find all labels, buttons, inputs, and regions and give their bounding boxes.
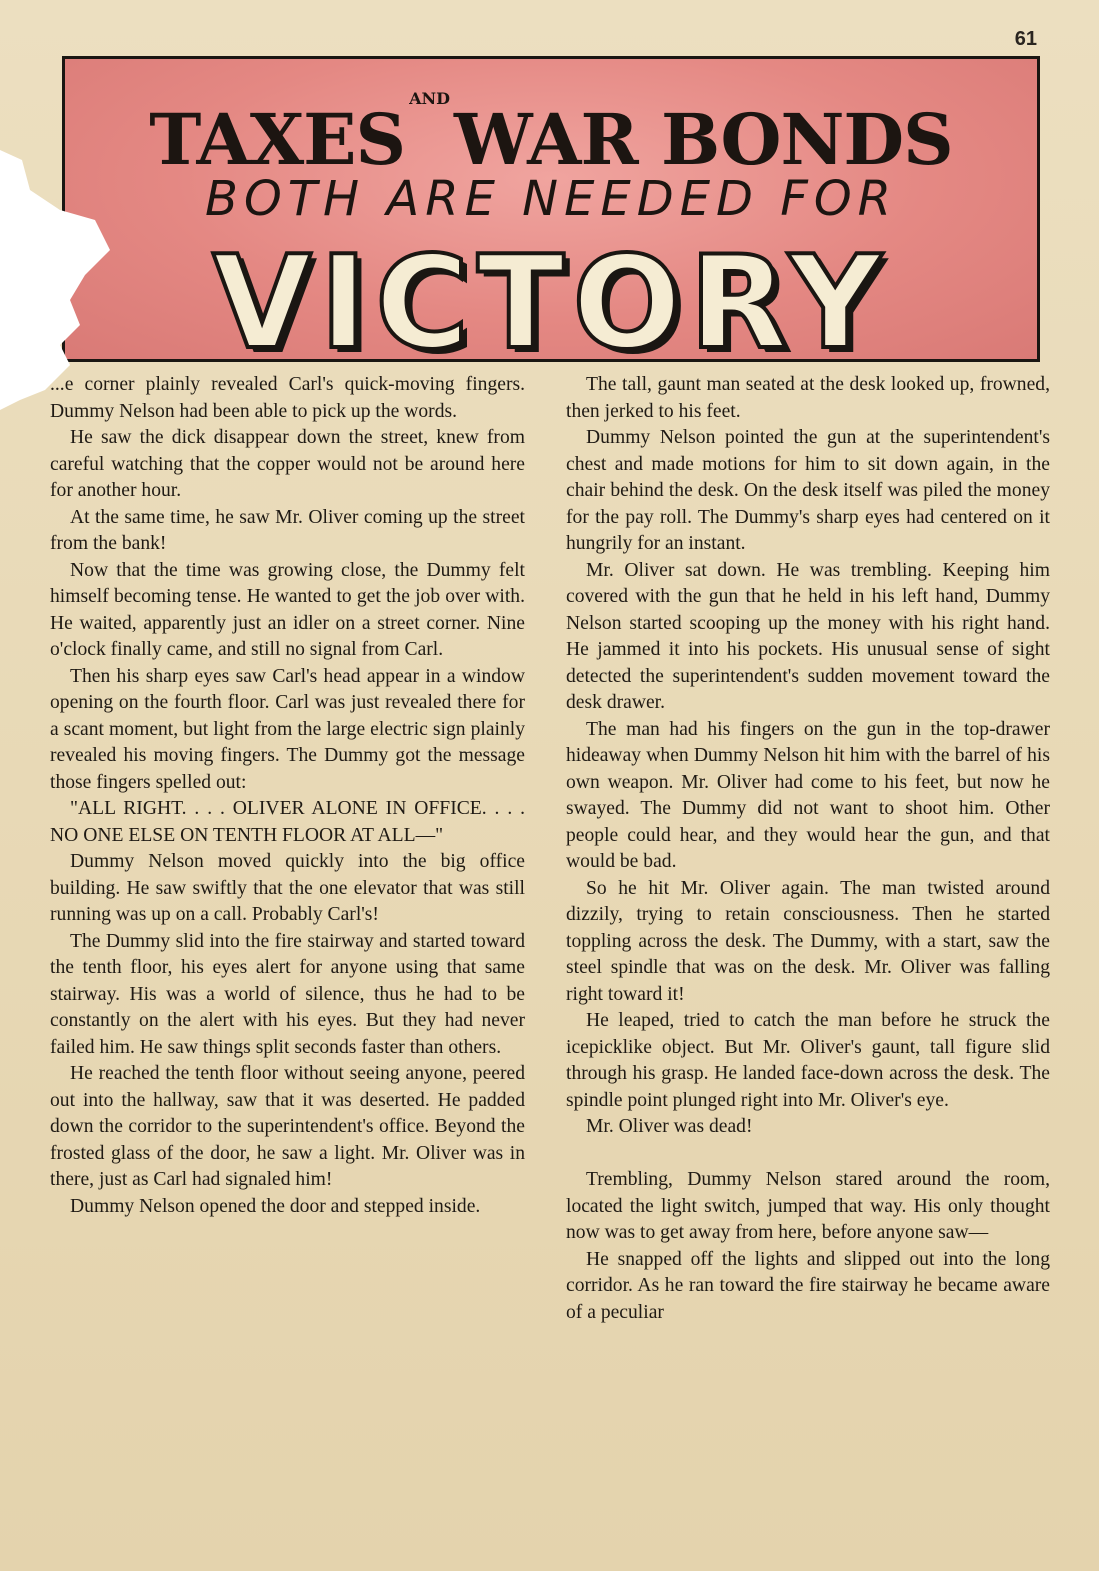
banner-war-bonds: WAR BONDS	[454, 98, 953, 181]
story-column-left	[50, 372, 525, 1220]
paragraph: He leaped, tried to catch the man before he struck the icepicklike object. But Mr. Oliver's gaunt, tall figure slid through his grasp. He landed face-down across the desk. The spindle point plunged right into Mr. Oliver's eye.	[566, 1010, 1050, 1111]
banner-and: AND	[409, 89, 451, 108]
paragraph: Then his sharp eyes saw Carl's head appear in a window opening on the fourth floor. Carl was just revealed there for a scant moment, but light from the large electric sign plainly revealed his moving fingers. The Dummy got the message those fingers spelled out:	[50, 665, 525, 793]
paragraph: Trembling, Dummy Nelson stared around the room, located the light switch, jumped that way. His only thought now was to get away from here, before anyone saw—	[566, 1169, 1050, 1243]
banner-subtitle: BOTH ARE NEEDED FOR	[205, 171, 897, 227]
story-column-right	[566, 372, 1050, 1326]
paragraph: ...e corner plainly revealed Carl's quick-moving fingers. Dummy Nelson had been able to pick up the words.	[50, 374, 525, 422]
paragraph: Now that the time was growing close, the Dummy felt himself becoming tense. He wanted to get the job over with. He waited, apparently just an idler on a street corner. Nine o'clock finally came, and still no signal from Carl.	[50, 559, 525, 660]
paragraph: He snapped off the lights and slipped out into the long corridor. As he ran toward the fire stairway he became aware of a peculiar	[566, 1248, 1050, 1323]
page-number: 61	[1014, 28, 1037, 50]
paragraph: So he hit Mr. Oliver again. The man twisted around dizzily, trying to retain consciousness. Then he started toppling across the desk. The Dummy, with a start, saw the steel spindle that was on the desk. Mr. Oliver was falling right toward it!	[566, 877, 1050, 1005]
paragraph: He reached the tenth floor without seeing anyone, peered out into the hallway, saw that it was deserted. He padded down the corridor to the superintendent's office. Beyond the frosted glass of the door, he saw a light. Mr. Oliver was in there, just as Carl had signaled him!	[50, 1063, 525, 1190]
war-bonds-banner	[62, 56, 1040, 378]
banner-victory: VICTORY	[212, 229, 890, 378]
paragraph: Dummy Nelson moved quickly into the big office building. He saw swiftly that the one elevator that was still running was up on a call. Probably Carl's!	[50, 851, 525, 925]
paragraph: He saw the dick disappear down the street, knew from careful watching that the copper would not be around here for another hour.	[50, 427, 525, 501]
paragraph: Mr. Oliver sat down. He was trembling. Keeping him covered with the gun that he held in his left hand, Dummy Nelson started scooping up the money with his right hand. He jammed it into his pockets. His unusual sense of sight detected the superintendent's sudden movement toward the desk drawer.	[566, 559, 1050, 713]
banner-taxes: TAXES	[149, 98, 406, 181]
paragraph: At the same time, he saw Mr. Oliver coming up the street from the bank!	[50, 506, 525, 554]
paragraph: The tall, gaunt man seated at the desk looked up, frowned, then jerked to his feet.	[566, 374, 1050, 422]
paragraph: Mr. Oliver was dead!	[586, 1116, 753, 1137]
paragraph: The Dummy slid into the fire stairway and started toward the tenth floor, his eyes alert for anyone using that same stairway. His was a world of silence, thus he had to be constantly on the alert with his eyes. But they had never failed him. He saw things split seconds faster than others.	[50, 930, 525, 1058]
paragraph: Dummy Nelson pointed the gun at the superintendent's chest and made motions for him to sit down again, in the chair behind the desk. On the desk itself was piled the money for the pay roll. The Dummy's sharp eyes had centered on it hungrily for an instant.	[566, 427, 1050, 554]
paragraph: "ALL RIGHT. . . . OLIVER ALONE IN OFFICE. . . . NO ONE ELSE ON TENTH FLOOR AT ALL—"	[50, 798, 525, 846]
torn-page-corner	[0, 150, 120, 410]
paragraph: The man had his fingers on the gun in the top-drawer hideaway when Dummy Nelson hit him with the barrel of his own weapon. Mr. Oliver had come to his feet, but now he swayed. The Dummy did not want to shoot him. Other people could hear, and they would hear the gun, and that would be bad.	[566, 718, 1050, 872]
paragraph: Dummy Nelson opened the door and stepped inside.	[70, 1195, 481, 1217]
banner-headline	[65, 89, 1037, 181]
